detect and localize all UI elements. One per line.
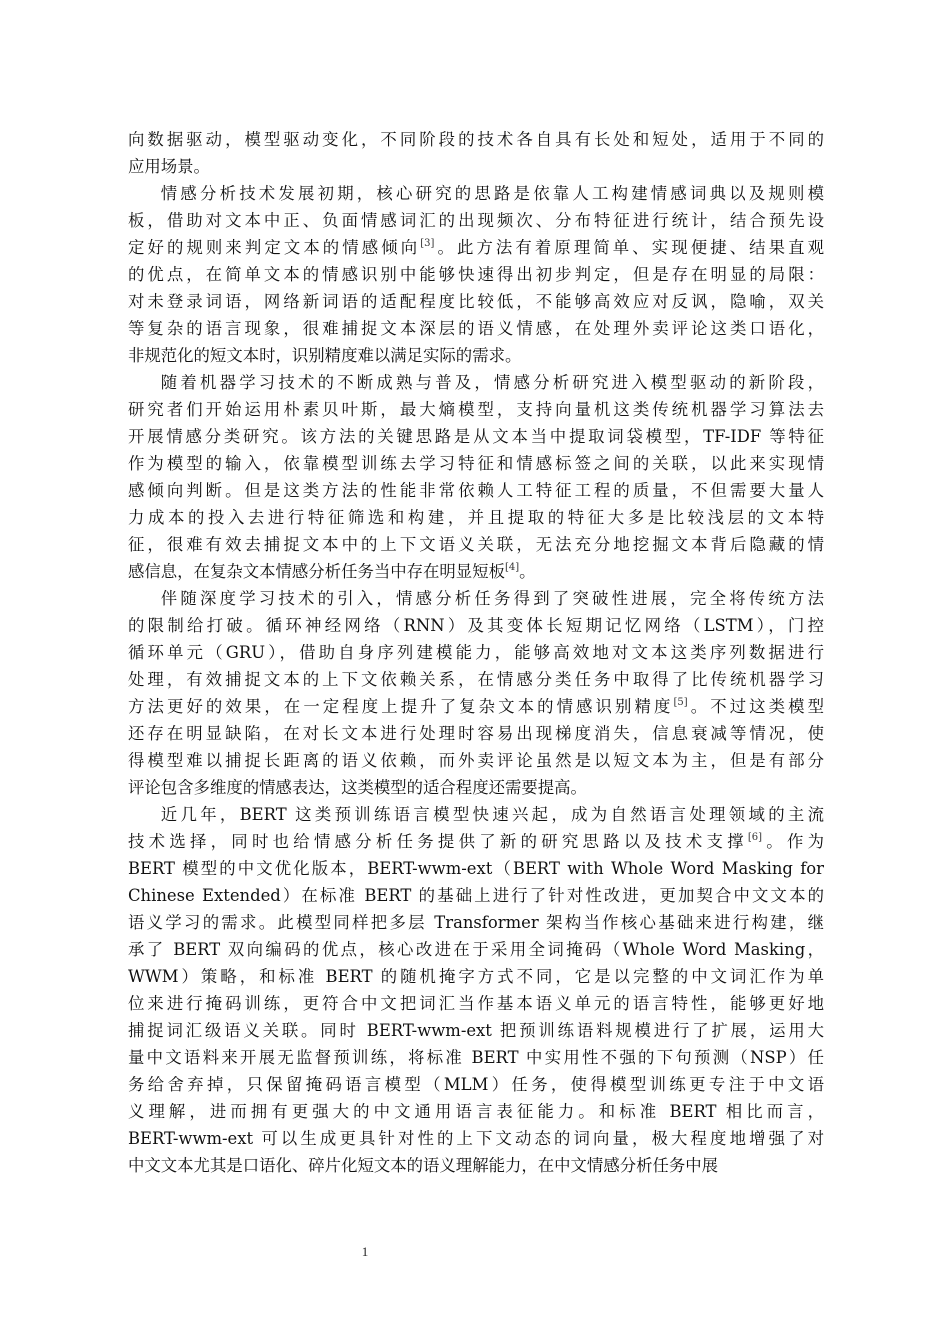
text-line: 承了 BERT 双向编码的优点，核心改进在于采用全词掩码（Whole Word Masking， <box>128 940 824 959</box>
text-line: 开展情感分类研究。该方法的关键思路是从文本当中提取词袋模型，TF-IDF 等特征 <box>128 427 824 446</box>
text-segment: 。作为 <box>762 832 824 851</box>
text-line: 中文文本尤其是口语化、碎片化短文本的语义理解能力，在中文情感分析任务中展 <box>128 1156 719 1175</box>
text-line: 感倾向判断。但是这类方法的性能非常依赖人工特征工程的质量，不但需要大量人 <box>128 481 824 500</box>
text-line: 得模型难以捕捉长距离的语义依赖，而外卖评论虽然是以短文本为主，但是有部分 <box>128 751 824 770</box>
citation-marker: [5] <box>673 697 688 708</box>
text-segment: 方法更好的效果，在一定程度上提升了复杂文本的情感识别精度 <box>128 697 674 716</box>
text-line: 语义学习的需求。此模型同样把多层 Transformer 架构当作核心基础来进行构建，继 <box>128 913 824 932</box>
text-segment: 。此方法有着原理简单、实现便捷、结果直观 <box>434 238 825 257</box>
text-line: 捕捉词汇级语义关联。同时 BERT-wwm-ext 把预训练语料规模进行了扩展，运用大 <box>128 1021 824 1040</box>
text-line: 向数据驱动，模型驱动变化，不同阶段的技术各自具有长处和短处，适用于不同的 <box>128 130 824 149</box>
text-line: 对未登录词语，网络新词语的适配程度比较低，不能够高效应对反讽，隐喻，双关 <box>128 292 824 311</box>
text-line: 的优点，在简单文本的情感识别中能够快速得出初步判定，但是存在明显的局限： <box>128 265 824 284</box>
text-line: 评论包含多维度的情感表达，这类模型的适合程度还需要提高。 <box>128 778 587 797</box>
citation-marker: [3] <box>420 238 435 249</box>
text-line <box>128 558 824 585</box>
text-line: 力成本的投入去进行特征筛选和构建，并且提取的特征大多是比较浅层的文本特 <box>128 508 824 527</box>
paragraph <box>128 801 824 1179</box>
text-line <box>128 693 824 720</box>
text-line: 板，借助对文本中正、负面情感词汇的出现频次、分布特征进行统计，结合预先设 <box>128 211 824 230</box>
text-segment: 感信息，在复杂文本情感分析任务当中存在明显短板 <box>128 562 505 581</box>
page-body <box>128 126 824 1179</box>
paragraph <box>128 126 824 180</box>
paragraph <box>128 180 824 369</box>
text-line: 等复杂的语言现象，很难捕捉文本深层的语义情感，在处理外卖评论这类口语化， <box>128 319 824 338</box>
text-line: 情感分析技术发展初期，核心研究的思路是依靠人工构建情感词典以及规则模 <box>160 184 824 203</box>
text-line: BERT 模型的中文优化版本，BERT-wwm-ext（BERT with Whole Word Masking for <box>128 859 824 878</box>
text-line: 伴随深度学习技术的引入，情感分析任务得到了突破性进展，完全将传统方法 <box>160 589 824 608</box>
text-line <box>128 828 824 855</box>
page-number: 1 <box>361 1244 369 1259</box>
text-line: 非规范化的短文本时，识别精度难以满足实际的需求。 <box>128 346 522 365</box>
text-line: 务给舍弃掉，只保留掩码语言模型（MLM）任务，使得模型训练更专注于中文语 <box>128 1075 824 1094</box>
text-segment: 。 <box>519 562 536 581</box>
text-segment: 定好的规则来判定文本的情感倾向 <box>128 238 421 257</box>
paragraph <box>128 369 824 585</box>
text-line: 征，很难有效去捕捉文本中的上下文语义关联，无法充分地挖掘文本背后隐藏的情 <box>128 535 824 554</box>
citation-marker: [4] <box>504 562 520 573</box>
text-line: 循环单元（GRU），借助自身序列建模能力，能够高效地对文本这类序列数据进行 <box>128 643 824 662</box>
text-line: WWM）策略，和标准 BERT 的随机掩字方式不同，它是以完整的中文词汇作为单 <box>128 967 824 986</box>
text-line: 量中文语料来开展无监督预训练，将标准 BERT 中实用性不强的下句预测（NSP）任 <box>128 1048 824 1067</box>
text-line: Chinese Extended）在标准 BERT 的基础上进行了针对性改进，更加契合中文文本的 <box>128 886 824 905</box>
text-line: 应用场景。 <box>128 157 210 176</box>
text-line: 义理解，进而拥有更强大的中文通用语言表征能力。和标准 BERT 相比而言， <box>128 1102 824 1121</box>
citation-marker: [6] <box>747 832 763 843</box>
text-line: 处理，有效捕捉文本的上下文依赖关系，在情感分类任务中取得了比传统机器学习 <box>128 670 824 689</box>
text-line: 位来进行掩码训练，更符合中文把词汇当作基本语义单元的语言特性，能够更好地 <box>128 994 824 1013</box>
paragraph <box>128 585 824 801</box>
text-line: 随着机器学习技术的不断成熟与普及，情感分析研究进入模型驱动的新阶段， <box>160 373 824 392</box>
text-line: 还存在明显缺陷，在对长文本进行处理时容易出现梯度消失，信息衰减等情况，使 <box>128 724 824 743</box>
text-segment: 技术选择，同时也给情感分析任务提供了新的研究思路以及技术支撑 <box>128 832 748 851</box>
text-segment: 。不过这类模型 <box>687 697 825 716</box>
text-line: BERT-wwm-ext 可以生成更具针对性的上下文动态的词向量，极大程度地增强了对 <box>128 1129 824 1148</box>
text-line <box>128 234 824 261</box>
text-line: 作为模型的输入，依靠模型训练去学习特征和情感标签之间的关联，以此来实现情 <box>128 454 824 473</box>
text-line: 的限制给打破。循环神经网络（RNN）及其变体长短期记忆网络（LSTM），门控 <box>128 616 824 635</box>
text-line: 研究者们开始运用朴素贝叶斯，最大熵模型，支持向量机这类传统机器学习算法去 <box>128 400 824 419</box>
text-line: 近几年，BERT 这类预训练语言模型快速兴起，成为自然语言处理领域的主流 <box>160 805 824 824</box>
